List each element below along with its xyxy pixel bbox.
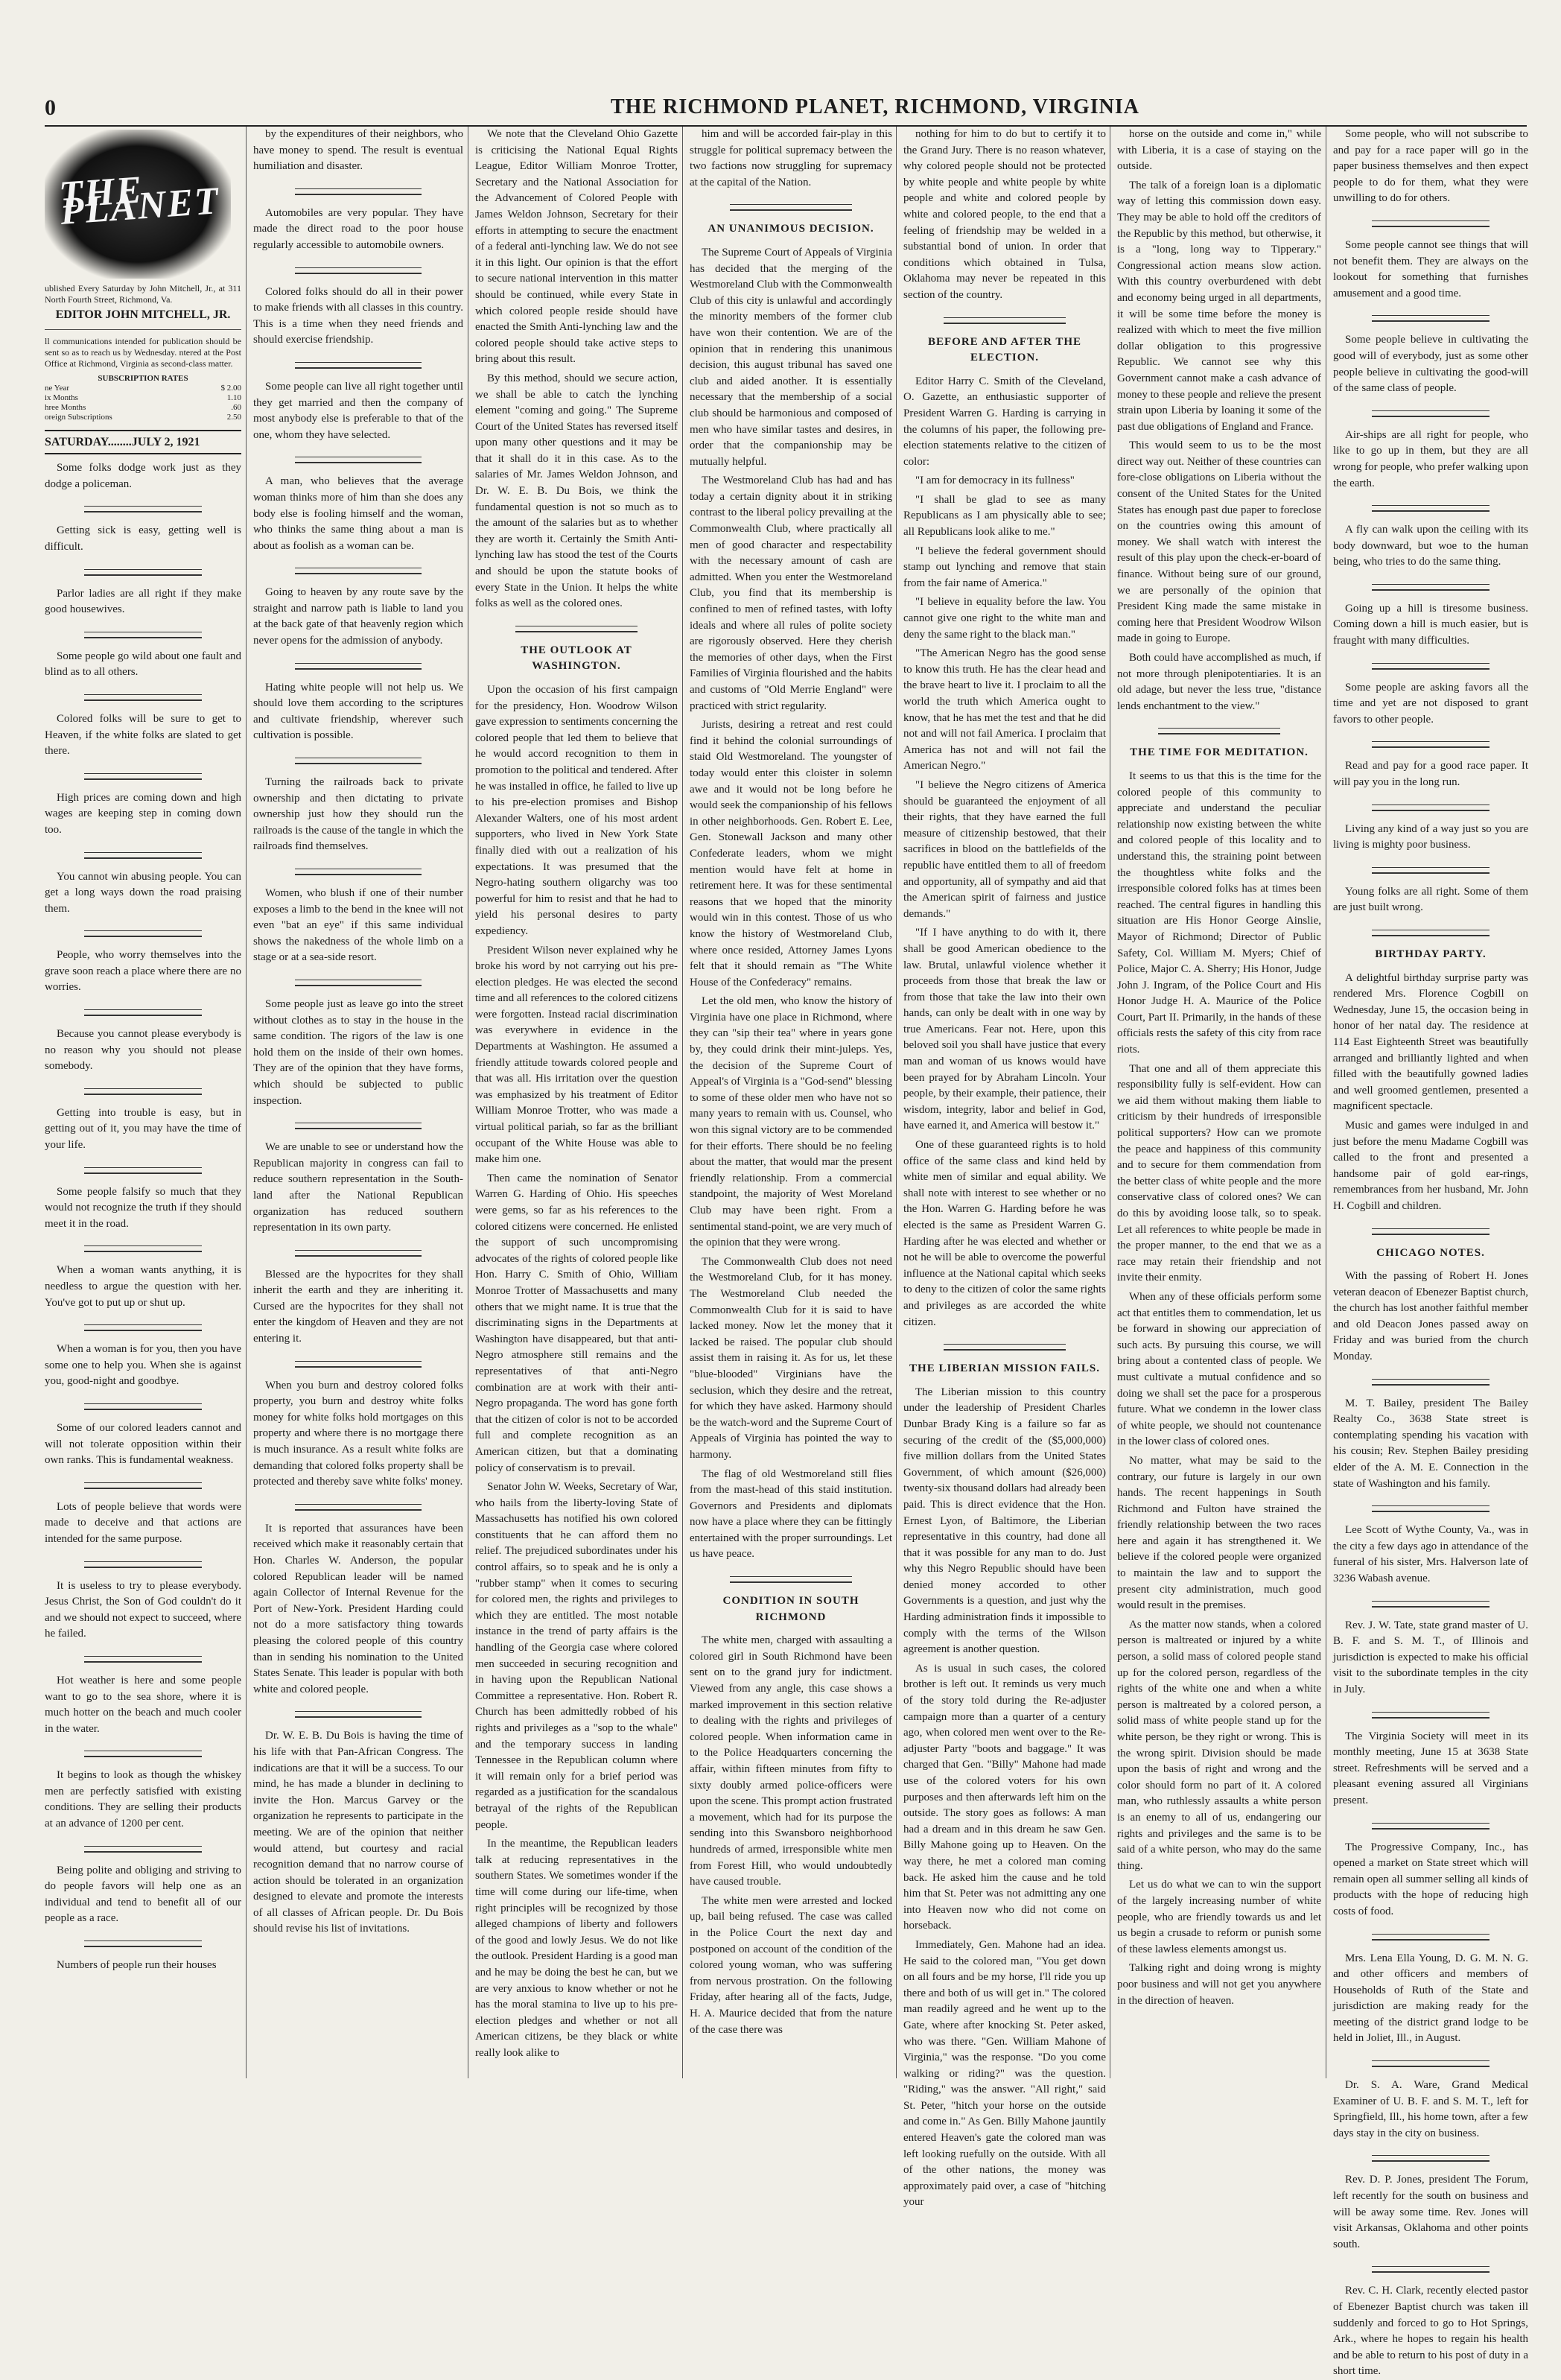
divider [730,1576,851,1583]
column-divider [682,127,683,2078]
divider [84,632,202,638]
paragraph: It is reported that assurances have been received which make it reasonably certain that Hon. Charles W. Anderson, the popular colored Republican leader will be named again Collector of Internal Revenue for the Port of New-York. President Harding could not do a more satisfactory thing towards pleasing the colored people of this country than in sending his nomination to the United States Senate. This leader is popular with both white and colored people. [253,1522,463,1695]
headline-south-richmond: CONDITION IN SOUTH RICHMOND [722,1595,859,1623]
paragraph: Some people go wild about one fault and blind as to all others. [45,650,241,679]
paragraph: When a woman is for you, then you have some one to help you. When she is against you, good-night and goodbye. [45,1343,241,1388]
paragraph: M. T. Bailey, president The Bailey Realty Co., 3638 State street is contemplating spending his vacation with his cousin; Rev. Stephen Bailey presiding elder of the A. M. E. Connection in the state of Washington and his family. [1333,1397,1528,1490]
divider [295,568,421,574]
divider [1372,805,1489,811]
paragraph: That one and all of them appreciate this responsibility fully is self-evident. How can we aid them without making them liable to criticism by their hundreds of irresponsible political supporters? How can we promote the peace and happiness of this community and to secure for them commendation from the better class of white people and the more conservative class of colored ones? We can do this by avoiding loose talk, so to speak. Let all references to white people be made in the proper manner, to the end that we as a race may retain their friendship and not invite their enmity. [1117,1062,1321,1284]
headline-unanimous-decision: AN UNANIMOUS DECISION. [708,223,874,235]
column-7 [1333,127,1529,2378]
divider [295,362,421,369]
paragraph: Some people believe in cultivating the good will of everybody, just as some other people believe in cultivating the good-will of the same class of people. [1333,334,1528,395]
paragraph: The Virginia Society will meet in its monthly meeting, June 15 at 3638 State street. Refreshments will be served and a pleasant evening assured all Virginians present. [1333,1730,1528,1806]
paragraph: Colored folks will be sure to get to Heaven, if the white folks are slated to get there. [45,712,241,758]
article-paragraphs [1333,1269,1528,2380]
paragraph: Colored folks should do all in their power to make friends with all classes in this country. This is a time when they need friends and should exercise friendship. [253,285,463,346]
divider [84,852,202,859]
divider [515,626,637,632]
paragraph: Mrs. Lena Ella Young, D. G. M. N. G. and other officers and members of Households of Ruth of the State and jurisdiction are making ready for the meeting of the district grand lodge to be held in Joliet, Ill., in August. [1333,1952,1528,2045]
paragraph: Let us do what we can to win the support of the largely increasing number of white people, who are friendly towards us and let us begin a crusade to reform or punish some of these lawless elements amongst us. [1117,1879,1321,1955]
logo-lettering: THE PLANET [57,168,221,233]
paragraph: Going up a hill is tiresome business. Coming down a hill is much easier, but is fraught with many difficulties. [1333,602,1528,647]
editor-line: EDITOR JOHN MITCHELL, JR. [55,308,231,321]
rates-title: SUBSCRIPTION RATES [98,373,188,383]
article-paragraphs [1117,127,1321,714]
divider [1372,1601,1489,1608]
divider [1372,930,1489,936]
divider [84,930,202,937]
paragraph: Some people are asking favors all the time and yet are not disposed to grant favors to other people. [1333,681,1528,726]
rate-value: 2.50 [226,412,241,422]
divider [1372,1823,1489,1830]
paragraph: Hating white people will not help us. We should love them according to the scriptures and cultivate friendship, wherever such cultivation is possible. [253,681,463,742]
paragraph: Jurists, desiring a retreat and rest could find it behind the colonial surroundings of staid Old Westmoreland. The youngster of today would enter this cloister in solemn awe and it would not be long before he would seek the companionship of his fellows in other neighborhoods. Gen. Robert E. Lee, Gen. Stonewall Jackson and many other Confederate leaders, whom we might mention would have felt at home in retirement here. It was for these sentimental reasons that we hoped that the minority would win in this contest. Those of us who know the history of Westmoreland Club, where once resided, Attorney James Lyons felt that it should remain as "The White House of the Confederacy" remains. [690,719,892,989]
paragraph: As the matter now stands, when a colored person is maltreated or injured by a white person, a solid mass of colored people stand up for the colored person, regardless of the rights of the white one and when a white person is maltreated by a colored person, a solid mass of white people stand up for the white person, be they right or wrong. This is the wrong spirit. Division should be made upon the basis of right and wrong and the color should form no part of it. A colored man, who ruthlessly assaults a white person is an enemy to all of us, endangering our rights and privileges and the same is to be said of a white person, who may do the same thing. [1117,1618,1321,1872]
divider [1372,410,1489,417]
paragraph: Women, who blush if one of their number exposes a limb to the bend in the knee will not even "bat an eye" if this same individual shows the nakedness of the whole limb on a stage or at a sea-side resort. [253,887,463,964]
rate-row [45,413,241,422]
divider [1372,1228,1489,1235]
divider [84,1324,202,1331]
paragraph: One of these guaranteed rights is to hold office of the same class and kind held by white men of similar and equal ability. We shall note with interest to see whether or no the Hon. Warren G. Harding before he was elected is the same as President Warren G. Harding after he was elected and whether or not he will be able to overcome the powerful influence at the National capital which seeks to deny to the citizen of color the same rights and privileges as are accorded the white citizen. [903,1139,1106,1328]
column-1 [45,127,241,2086]
article-paragraphs [903,374,1106,1330]
article-paragraphs [475,127,678,612]
paragraph: Editor Harry C. Smith of the Cleveland, O. Gazette, an enthusiastic supporter of President Warren G. Harding is carrying in the columns of his paper, the following pre-election statements relative to the citizen of color: [903,375,1106,468]
paragraph: Rev. C. H. Clark, recently elected pastor of Ebenezer Baptist church was taken ill suddenly and forced to go to Hot Springs, Ark., where he hopes to regain his health and be able to return to his post of duty in a short time. [1333,2285,1528,2378]
divider [944,317,1065,324]
divider [295,663,421,670]
paragraph: You cannot win abusing people. You can get a long ways down the road praising them. [45,870,241,915]
paragraph: Living any kind of a way just so you are living is mighty poor business. [1333,822,1528,851]
divider [295,1711,421,1718]
article-paragraphs [475,682,678,2061]
divider [1372,1379,1489,1386]
editorial-paragraphs [253,127,463,1938]
divider [1372,584,1489,591]
paragraph: A fly can walk upon the ceiling with its body downward, but woe to the human being, who tries to do the same thing. [1333,524,1528,568]
paragraph: Rev. D. P. Jones, president The Forum, left recently for the south on business and will be away some time. Rev. Jones will visit Arkansas, Oklahoma and other points south. [1333,2174,1528,2250]
article-paragraphs [903,1385,1106,2211]
divider [84,1482,202,1489]
paragraph: "I believe the Negro citizens of America should be guaranteed the enjoyment of all their rights, that they have earned the full measure of citizenship bestowed, that their sacrifices in blood on the battlefields of the republic have entitled them to all of freedom and opportunity, all of sympathy and aid that the American spirit of fairness and justice demands." [903,778,1106,920]
paragraph: We note that the Cleveland Ohio Gazette is criticising the National Equal Rights League, Editor William Monroe Trotter, Secretary and the National Association for the Advancement of Colored People with James Weldon Johnson, Secretary for their efforts in attempting to secure the enactment of a federal anti-lynching law. We do not see it in this light. Our opinion is that the effort to secure national intervention in this matter should be continued, while every State in which colored people reside should have enacted the Smith Anti-lynching law and the colored people should take active steps to bring about this result. [475,128,678,366]
paragraph: Getting sick is easy, getting well is difficult. [45,524,241,553]
paragraph: Some people cannot see things that will not benefit them. They are always on the lookout for something that furnishes amusement and a good time. [1333,238,1528,299]
divider [295,1250,421,1257]
paragraph: Senator John W. Weeks, Secretary of War, who hails from the liberty-loving State of Massachusetts has notified his own colored constituents that he can afford them no relief. The prejudiced subordinates under his control affairs, so to speak and he is only a "rubber stamp" when it comes to securing for colored men, the rights and privileges to which they are entitled. The most notable instance in the trend of party affairs is the handling of the Georgia case where colored men succeeded in securing recognition and in having upon the Republican National Committee a representative. Hon. Robert R. Church has been admittedly robbed of his rights and privileges as a "sop to the whale" and the temporary success in landing Tennessee in the Republican column where it will remain only for a brief period was regarded as a justification for the scandalous betrayal of the rights of the Republican people. [475,1481,678,1831]
divider [295,1504,421,1511]
paragraph: Then came the nomination of Senator Warren G. Harding of Ohio. His speeches were gems, so far as his references to the colored citizens were concerned. He enlisted the support of such uncompromising advocates of the rights of colored people like Hon. Harry C. Smith of Ohio, William Monroe Trotter of Massachusetts and many others that we might name. It is true that the discriminating signs in the Departments at Washington have disappeared, but that anti-Negro atmosphere still remains and the representatives of that anti-Negro combination are at work with their anti-Negro propaganda. The word has gone forth that the citizen of color is not to be accorded full and complete recognition as an American citizen, but that a dominating policy of conservatism is to prevail. [475,1172,678,1474]
paragraph: him and will be accorded fair-play in this struggle for political supremacy between the two factions now struggling for supremacy at the capital of the Nation. [690,128,892,188]
paragraph: The Liberian mission to this country under the leadership of President Charles Dunbar Brady King is a failure so far as securing of the credit of the ($5,000,000) five million dollars from the United States Government, of which amount ($26,000) twenty-six thousand dollars had already been paid. This is direct evidence that the Hon. Ernest Lyon, of Baltimore, the Liberian representative in this country, had done all that it was possible for any man to do. Just why this Negro Republic should have been denied money accorded to other Governments is a question, and just why the Harding administration finds it impossible to comply with the terms of the Wilson agreement is another question. [903,1386,1106,1656]
paragraph: "I believe in equality before the law. You cannot give one right to the white man and deny the same right to the black man." [903,596,1106,641]
headline-time-meditation: THE TIME FOR MEDITATION. [1130,746,1309,759]
column-2 [253,127,463,2086]
divider [295,188,421,195]
headline-liberian-mission: THE LIBERIAN MISSION FAILS. [909,1362,1100,1375]
paragraph: Because you cannot please everybody is no reason why you should not please somebody. [45,1028,241,1073]
column-6 [1117,127,1321,2086]
paragraph: "I am for democracy in its fullness" [915,475,1075,487]
headline-chicago-notes: CHICAGO NOTES. [1376,1246,1485,1259]
paragraph: Going to heaven by any route save by the straight and narrow path is liable to land you at the back gate of that heavenly region which never opens for the admission of anybody. [253,586,463,647]
paragraph: Some people, who will not subscribe to and pay for a race paper will go in the paper business themselves and then expect people to do for them, what they were unwilling to do for others. [1333,128,1528,205]
paragraph: Lee Scott of Wythe County, Va., was in the city a few days ago in attendance of the funeral of his sister, Mrs. Halverson late of 3236 Wabash avenue. [1333,1524,1528,1584]
divider [84,1751,202,1757]
paragraph: Turning the railroads back to private ownership and then dictating to private ownership just how they should run the railroads is the cause of the tangle in which the railroads find themselves. [253,776,463,853]
rate-label: ix Months [45,393,78,402]
divider [84,1941,202,1947]
divider [84,694,202,701]
divider [1372,505,1489,512]
divider [84,1403,202,1410]
masthead: THE RICHMOND PLANET, RICHMOND, VIRGINIA [611,95,1140,118]
headline-before-after-election: BEFORE AND AFTER THE ELECTION. [927,335,1081,364]
article-paragraphs [1333,971,1528,1215]
divider [45,329,241,330]
divider [84,1167,202,1174]
rate-value: .60 [231,402,241,412]
divider [84,773,202,780]
paragraph: It is useless to try to please everybody. Jesus Christ, the Son of God couldn't do it and we should not expect to succeed, where he failed. [45,1579,241,1640]
published-notice: ublished Every Saturday by John Mitchell, Jr., at 311 North Fourth Street, Richmond, Va. [45,283,241,305]
subscription-rates [45,374,241,422]
paragraph: Some folks dodge work just as they dodge a policeman. [45,462,241,490]
divider [84,1561,202,1568]
headline-birthday-party: BIRTHDAY PARTY. [1375,948,1487,960]
paragraph: Lots of people believe that words were made to deceive and that actions are intended for the same purpose. [45,1500,241,1545]
paragraph: Young folks are all right. Some of them are just built wrong. [1333,885,1528,914]
page-number: 0 [45,95,56,120]
communications-notice: ll communications intended for publication should be sent so as to reach us by Wednesday. ntered at the Post Office at Richmond, Virginia as second-class matter. [45,335,241,369]
paragraph: When you burn and destroy colored folks property, you burn and destroy white folks money for white folks hold mortgages on this property and where there is no mortgage there is much insurance. As a result white folks are demanding that colored folks property shall be protected and thereby save white folks' money. [253,1379,463,1488]
divider [295,758,421,764]
rate-label: oreign Subscriptions [45,412,112,422]
paragraph: The Westmoreland Club has had and has today a certain dignity about it in striking contrast to the liberal policy prevailing at the Commonwealth Club, where practically all men of good character and respectability with the necessary amount of cash are admitted. When you enter the Westmoreland Club, you find that its membership is confined to men of refined tastes, with lofty ideals and where all rules of polite society are rigorously observed. Here they cherish the memories of other days, when the First Families of Virginia flourished and the habits and customs of "Old Merrie England" were practiced with strict regularity. [690,475,892,712]
divider [1372,663,1489,670]
paragraph: By this method, should we secure action, we shall be able to catch the lynching element "coming and going." The Supreme Court of the United States has reversed itself upon many other questions and it may be that it shall do it in this case. As to the salaries of Mr. James Weldon Johnson, and Dr. W. E. B. Du Bois, we think the fundamental question is not so much as to the amount of the salaries but as to whether they are worth it. Certainly the Smith Anti-lynching law has stood the test of the Courts and should be upon the statute books of every State in the Union. It helps the white folks as well as the colored ones. [475,372,678,610]
paragraph: Rev. J. W. Tate, state grand master of U. B. F. and S. M. T., of Illinois and jurisdiction is expected to make his official visit to the subordinate temples in the city in July. [1333,1619,1528,1695]
divider [295,869,421,875]
rate-row [45,393,241,403]
divider [84,506,202,513]
article-paragraphs [1117,769,1321,2009]
rate-row [45,384,241,393]
editorial-paragraphs [1333,127,1528,916]
paragraph: Some people falsify so much that they would not recognize the truth if they should meet it in the road. [45,1185,241,1230]
divider [1372,2266,1489,2273]
divider [1372,867,1489,874]
paragraph: The white men were arrested and locked up, bail being refused. The case was called in the Police Court the next day and postponed on account of the condition of the colored young woman, who was suffering from nervous prostration. On the following Friday, after hearing all of the facts, Judge, H. A. Maurice decided that from the nature of the case there was [690,1894,892,2036]
divider [295,457,421,463]
editorial-paragraphs [45,460,241,1973]
divider [1372,1934,1489,1941]
planet-logo [45,130,231,279]
paragraph: Automobiles are very popular. They have made the direct road to the poor house regularly accessible to automobile owners. [253,206,463,251]
paragraph: A man, who believes that the average woman thinks more of him than she does any body else is fooling himself and the woman, who thinks the same thing about a man is about as foolish as a woman can be. [253,475,463,552]
paragraph: The flag of old Westmoreland still flies from the mast-head of this staid institution. Governors and Presidents and diplomats now have a place where they can be fittingly entertained with the proper surroundings. Let us have peace. [690,1467,892,1561]
paragraph: Some people just as leave go into the street without clothes as to stay in the house in the same condition. The rigors of the law is one hold them on the inside of their own homes. They are of the opinion that they have forms, which should be subjected to public inspection. [253,997,463,1107]
divider [295,1123,421,1129]
paragraph: "I shall be glad to see as many Republicans as I am physically able to see; all Republicans look alike to me." [903,493,1106,539]
rate-row [45,403,241,413]
paragraph: As is usual in such cases, the colored brother is left out. It reminds us very much of the story told during the Re-adjuster campaign more than a quarter of a century ago, when colored men went over to the Re-adjuster Party "boots and baggage." It was charged that Gen. "Billy" Mahone had made use of the colored voters for his own purposes and then afterwards left him on the outside. The story goes as follows: A man had a dream and in this dream he saw Gen. Billy Mahone going up to Heaven. On the way there, he met a colored man coming back. He asked him the cause and he told him that St. Peter was not admitting any one into Heaven now who did not come on horseback. [903,1662,1106,1932]
article-paragraphs [690,1633,892,2038]
article-paragraphs [903,127,1106,304]
paragraph: With the passing of Robert H. Jones veteran deacon of Ebenezer Baptist church, the church has lost another faithful member and old Deacon Jones passed away on Friday and was buried from the church Monday. [1333,1270,1528,1363]
paragraph: "If I have anything to do with it, there shall be good American obedience to the law. Brutal, unlawful violence whether it proceeds from those that break the law or from those that take the law into their own hands, can only be dealt with in one way by true Americans. Fear not. Here, upon this beloved soil you shall have justice that every man and woman of us knows would have been prayed for by Abraham Lincoln. Your people, by their example, their patience, their wisdom, integrity, labor and belief in God, have earned it, and America will bestow it." [903,927,1106,1132]
divider [1372,1505,1489,1512]
paragraph: The talk of a foreign loan is a diplomatic way of letting this commission down easy. They may be able to hold off the creditors of the Republic by this method, but otherwise, it is a "long, long way to Tipperary." Congressional action means slow action. With this country overburdened with debt and economy being urged in all departments, it will be some time before the money is realized with which to meet the five million dollar obligation to this progressive Republic. We cannot see why this Government cannot make a cash advance of money to these people and relieve the present strain upon Liberia by loaning it some of the past due obligations of England and France. [1117,179,1321,433]
paragraph: Parlor ladies are all right if they make good housewives. [45,587,241,616]
divider [944,1344,1065,1351]
paragraph: Being polite and obliging and striving to do people favors will help one as an individual and tend to benefit all of our people as a race. [45,1864,241,1925]
divider [84,1245,202,1252]
paragraph: Both could have accomplished as much, if not more through plenipotentiaries. It is an old adage, but never the less true, "distance lends enchantment to the view." [1117,652,1321,712]
rate-label: hree Months [45,402,86,412]
divider [1372,1712,1489,1719]
article-paragraphs [690,127,892,191]
paragraph: Read and pay for a good race paper. It will pay you in the long run. [1333,760,1528,789]
paragraph: The Supreme Court of Appeals of Virginia has decided that the merging of the Westmoreland Club with the Commonwealth Club of this city is unlawful and accordingly the minority members of the former club have won their contention. We are of the opinion that in rendering this unanimous decision, this august tribunal has saved one club and aided another. It is essentially necessary that the membership of a social club should be harmonious and composed of men who have similar tastes and desires, in order that the companionship may be mutually helpful. [690,246,892,468]
divider [295,267,421,274]
paragraph: Air-ships are all right for people, who like to go up in them, but they are all wrong for people, who prefer walking upon the earth. [1333,428,1529,489]
paragraph: by the expenditures of their neighbors, who have money to spend. The result is eventual humiliation and disaster. [253,128,463,173]
paragraph: This would seem to us to be the most direct way out. Neither of these countries can fore-close obligations on Liberia without the consent of the United States for the United States has enough past due paper to foreclose on the countries owing this amount of money. We shall watch with interest the result of this play upon the check-er-board of finance. Without being sure of our ground, we are personally of the opinion that President King made the same mistake in coming here that President Woodrow Wilson made in going to Europe. [1117,439,1321,645]
paragraph: The white men, charged with assaulting a colored girl in South Richmond have been sent on to the grand jury for indictment. Viewed from any angle, this case shows a marked improvement in this section relative to dealing with the rights and privileges of colored people. When information came in to the Police Headquarters concerning the affair, within fifteen minutes from fifty to sixty doubly armed police-officers were upon the scene. This prompt action frustrated a movement, which had for its purpose the sending into this Swansboro neighborhood hundreds of armed, irresponsible white men from Forest Hill, who would undoubtedly have caused trouble. [690,1634,892,1888]
rate-label: ne Year [45,383,69,393]
paragraph: Some people can live all right together until they get married and then the company of most anybody else is preferable to that of the one, whom they have selected. [253,380,463,441]
paragraph: Upon the occasion of his first campaign for the presidency, Hon. Woodrow Wilson gave expression to sentiments concerning the colored people that led them to believe that he would accord recognition to them in promotion to the political and tendered. After he was installed in office, he failed to live up to his pre-election promises and Bishop Alexander Walters, one of his most ardent supporters, who lived in New York State finally died with out a realization of his expectations. It was presumed that the Negro-hating southern oligarchy was too powerful for him to resist and that he had to yield his personal desires to party expediency. [475,684,678,937]
paragraph: Let the old men, who know the history of Virginia have one place in Richmond, where they can "sip their tea" where in years gone by, they could drink their mint-juleps. Yes, the decision of the Supreme Court of Appeal's of Virginia is a "God-send" blessing to some of these older men who have not so many years to remain with us. Counsel, who won this signal victory are to be commended for their efforts. There should be no feeling about the matter, that would mar the present friendly relationship. From a commercial standpoint, the majority of West Moreland Club may have been right. From a sentimental stand-point, we are very much of the opinion that they were wrong. [690,995,892,1249]
paragraph: People, who worry themselves into the grave soon reach a place where there are no worries. [45,949,241,994]
column-divider [246,127,247,2078]
paragraph: The Progressive Company, Inc., has opened a market on State street which will remain open all summer selling all kinds of products with the hope of reducing high costs of food. [1333,1841,1528,1917]
paragraph: It seems to us that this is the time for the colored people of this community to appreciate and understand the peculiar relationship now existing between the white and colored people of this locality and to understand this, the straining point between the thoughtless white folks and the irresponsible colored folks has at times been reached. The central figures in handling this situation are His Honor George Ainslie, Mayor of Richmond; Director of Public Safety, Col. William M. Myers; Chief of Police, Major C. A. Sherry; His Honor, Judge John J. Ingram, of the Police Court and His Honor Judge H. A. Maurice of the Police Court, Part II. Primarily, in the hands of these officials rests the safety of this city from race riots. [1117,769,1321,1056]
divider [84,1009,202,1016]
divider [1372,741,1489,748]
paragraph: Music and games were indulged in and just before the menu Madame Cogbill was called to the front and presented a handsome pair of gold ear-rings, remembrances from her husband, Mr. John H. Cogbill and children. [1333,1119,1528,1212]
divider [84,1088,202,1095]
paragraph: Talking right and doing wrong is mighty poor business and will not get you anywhere in the direction of heaven. [1117,1962,1321,2007]
paragraph: The Commonwealth Club does not need the Westmoreland Club, for it has money. The Westmoreland Club needed the Commonwealth Club for it is said to have lacked money. Now let the money that it lacked be raised. The popular club should assist them in raising it. As for us, let these "blue-blooded" Virginians have the seclusion, which they desire and the retreat, for which they have asked. Harmony should be the watch-word and the Supreme Court of Appeals of Virginia has pointed the way to harmony. [690,1255,892,1461]
column-5 [903,127,1106,2209]
paragraph: No matter, what may be said to the contrary, our future is largely in our own hands. The recent happenings in South Richmond and Fulton have strained the friendly relationship between the two races here and again it has strengthened it. We believe if the colored people were organized to maintain the law and to support the present city administration, much good would result in the premises. [1117,1454,1321,1612]
paragraph: High prices are coming down and high wages are keeping step in coming down too. [45,791,241,836]
divider [84,569,202,576]
paragraph: Numbers of people run their houses [57,1959,217,1972]
divider [1372,2060,1489,2067]
paragraph: "The American Negro has the good sense to know this truth. He has the clear head and the brave heart to live it. I proclaim to all the world the truth which America ought to know, that he has met the test and that he did not and will not fail America. I proclaim that America has not and will not fail the American Negro." [903,647,1106,772]
paragraph: When any of these officials perform some act that entitles them to commendation, let us be forward in showing our appreciation of such acts. By pursuing this course, we will bring about a contented class of people. We must cultivate a mutual confidence and so doing we shall set the pace for a prosperous future. What we condemn in the lower class of white people, we should not countenance in the lower class of colored ones. [1117,1290,1321,1448]
article-paragraphs [690,245,892,1563]
column-4 [690,127,892,2086]
divider [295,1361,421,1368]
paragraph: Blessed are the hypocrites for they shall inherit the earth and they are inheriting it. Cursed are the hypocrites for they shall not enter the kingdom of Heaven and they are not entering it. [253,1268,463,1345]
page-header [45,95,1527,127]
paragraph: We are unable to see or understand how the Republican majority in congress can fail to reduce southern representation in the South-land after the National Republican organization has reduced southern representation in its own party. [253,1141,463,1234]
divider [1372,315,1489,322]
divider [1158,728,1280,734]
paragraph: Some of our colored leaders cannot and will not tolerate opposition within their own ranks. This is fundamental weakness. [45,1421,241,1467]
column-3 [475,127,678,2086]
paragraph: It begins to look as though the whiskey men are perfectly satisfied with existing conditions. They are selling their products at an advance of 1200 per cent. [45,1769,241,1830]
paragraph: Dr. S. A. Ware, Grand Medical Examiner of U. B. F. and S. M. T., left for Springfield, Ill., his home town, after a few days stay in the city on business. [1333,2079,1528,2139]
headline-outlook-washington: THE OUTLOOK AT WASHINGTON. [521,644,632,673]
paragraph: Immediately, Gen. Mahone had an idea. He said to the colored man, "You get down on all fours and be my horse, I'll ride you up there and both of us will get in." The colored man readily agreed and he went up to the Gate, where after knocking St. Peter asked, who was there. "Gen. William Mahone of Virginia," was the response. "Do you come walking or riding?" was the question. "Riding," was the answer. "All right," said St. Peter, "hitch your horse on the outside and come in." As Gen. Billy Mahone jauntily entered Heaven's gate the colored man was left looking ruefully on the outside. With all of the other nations, the money was approximately paid over, a case of "hitching your [903,1938,1106,2209]
paragraph: nothing for him to do but to certify it to the Grand Jury. There is no reason whatever, why colored people should not be protected by white people and white people by white people and white and colored people by white and colored people, to the end that a feeling of friendship may be welded in a substantial bond of union. In order that conditions which obtained in Tulsa, Oklahoma may never be repeated in this section of the country. [903,128,1106,301]
paragraph: A delightful birthday surprise party was rendered Mrs. Florence Cogbill on Wednesday, June 15, the occasion being in honor of her natal day. The residence at 114 East Eighteenth Street was beautifully arranged and brilliantly lighted and when filled with the beautifully gowned ladies and well groomed gentlemen, presented a magnificent spectacle. [1333,971,1528,1113]
divider [295,980,421,986]
paragraph: When a woman wants anything, it is needless to argue the question with her. You've got to put up or shut up. [45,1264,241,1309]
paragraph: "I believe the federal government should stamp out lynching and remove that stain from the fair name of America." [903,545,1106,589]
divider [1372,220,1489,227]
divider [84,1846,202,1853]
divider [1372,2155,1489,2162]
column-divider [896,127,897,2078]
divider [84,1656,202,1663]
rate-value: 1.10 [226,393,241,402]
paragraph: Hot weather is here and some people want to go to the sea shore, where it is much hotter on the beach and much cooler in the water. [45,1674,241,1735]
paragraph: Getting into trouble is easy, but in getting out of it, you may have the time of your life. [45,1106,241,1152]
paragraph: In the meantime, the Republican leaders talk at reducing representatives in the southern States. We sometimes wonder if the time will come during our life-time, when right principles will be recognized by those alleged champions of liberty and followers of the good and lowly Jesus. We do not like the outlook. President Harding is a good man and he may be doing the best he can, but we are very anxious to know whether or not he has the moral stamina to live up to his pre-election pledges and whether or not all American citizens, be they black or white really look alike to [475,1838,678,2059]
dateline: SATURDAY........JULY 2, 1921 [45,430,241,455]
divider [730,204,851,211]
rate-value: $ 2.00 [220,383,241,393]
paragraph: horse on the outside and come in," while with Liberia, it is a case of staying on the outside. [1117,128,1321,173]
paragraph: Dr. W. E. B. Du Bois is having the time of his life with that Pan-African Congress. The indications are that it will be a success. To our mind, he has made a blunder in declining to invite the Hon. Marcus Garvey or the organization he represents to participate in the meeting. We are of the opinion that neither would attend, but courtesy and racial recognition demand that no narrow course of action should be tolerated in an organization designed to elevate and promote the interests of all classes of African people. Dr. Du Bois should revise his list of invitations. [253,1730,463,1935]
paragraph: President Wilson never explained why he broke his word by not carrying out his pre-election pledges. He was elected the second time and all references to the colored citizens were forgotten. Instead racial discrimination was everywhere in evidence in the Departments at Washington. He assumed a friendly attitude towards colored people and that was all. His irritation over the question was emphasized by his treatment of Editor William Monroe Trotter, who was made a virtual political pariah, so far as the brilliant occupant of the White House was able to make him one. [475,944,678,1166]
